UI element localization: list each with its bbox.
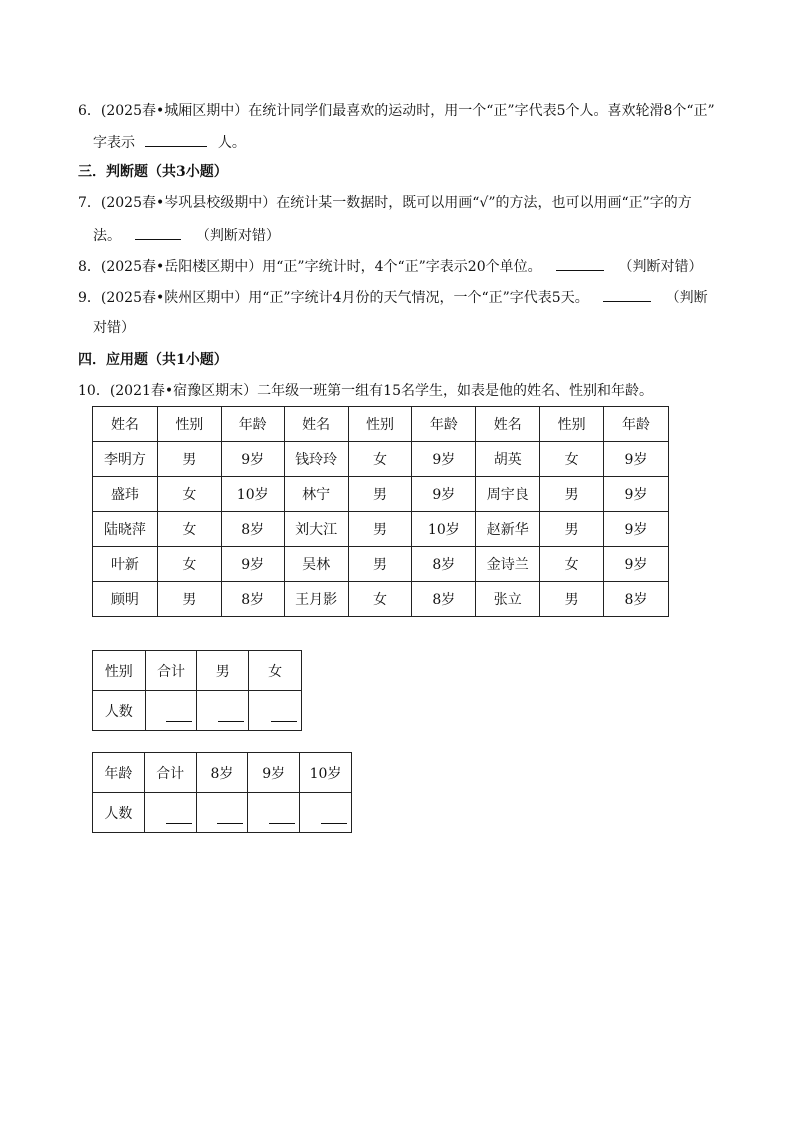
question-7-line-2 xyxy=(93,225,280,246)
table-row xyxy=(93,793,352,833)
section-4-heading: 四．应用题（共1小题） xyxy=(78,352,228,368)
student-table xyxy=(92,406,669,617)
answer-blank[interactable] xyxy=(135,225,181,240)
table-cell: 女 xyxy=(157,477,221,512)
answer-blank[interactable] xyxy=(603,287,651,302)
table-cell: 8岁 xyxy=(412,547,476,582)
row-label: 人数 xyxy=(93,793,145,833)
question-9-text-a: 9．(2025春•陕州区期中）用“正”字统计4月份的天气情况，一个“正”字代表5天。 xyxy=(78,290,589,306)
question-9-line-2: 对错） xyxy=(93,320,135,336)
answer-cell[interactable] xyxy=(300,793,352,833)
table-cell: 刘大江 xyxy=(284,512,348,547)
table-cell: 男 xyxy=(348,547,412,582)
table-cell: 8岁 xyxy=(604,582,669,617)
table-cell: 8岁 xyxy=(221,582,284,617)
table-row xyxy=(93,477,669,512)
table-cell: 9岁 xyxy=(412,477,476,512)
question-8-line xyxy=(78,256,703,277)
table-cell: 8岁 xyxy=(221,512,284,547)
question-8-text-a: 8．(2025春•岳阳楼区期中）用“正”字统计时，4个“正”字表示20个单位。 xyxy=(78,259,542,275)
table-row xyxy=(93,512,669,547)
header-cell: 性别 xyxy=(348,407,412,442)
answer-cell[interactable] xyxy=(145,691,197,731)
table-cell: 金诗兰 xyxy=(476,547,540,582)
answer-blank[interactable] xyxy=(166,811,192,824)
table-cell: 女 xyxy=(348,582,412,617)
question-7-text-a: 法。 xyxy=(93,228,121,244)
table-cell: 钱玲玲 xyxy=(284,442,348,477)
table-row xyxy=(93,691,302,731)
answer-blank[interactable] xyxy=(556,256,604,271)
table-cell: 男 xyxy=(348,477,412,512)
table-cell: 顾明 xyxy=(93,582,158,617)
question-8-text-b: （判断对错） xyxy=(618,259,703,275)
table-cell: 叶新 xyxy=(93,547,158,582)
header-cell: 年龄 xyxy=(221,407,284,442)
table-row xyxy=(93,547,669,582)
question-6-line-2 xyxy=(93,132,246,153)
table-row xyxy=(93,582,669,617)
table-cell: 吴林 xyxy=(284,547,348,582)
table-cell: 9岁 xyxy=(604,512,669,547)
table-cell: 10岁 xyxy=(412,512,476,547)
question-9-text-b: （判断 xyxy=(665,290,708,306)
answer-blank[interactable] xyxy=(166,709,192,722)
table-cell: 张立 xyxy=(476,582,540,617)
table-cell: 9岁 xyxy=(604,477,669,512)
table-header-row xyxy=(93,407,669,442)
answer-blank[interactable] xyxy=(217,811,243,824)
table-cell: 男 xyxy=(540,582,604,617)
table-cell: 10岁 xyxy=(221,477,284,512)
header-cell: 年龄 xyxy=(604,407,669,442)
header-cell: 性别 xyxy=(157,407,221,442)
header-cell: 男 xyxy=(197,651,249,691)
answer-blank[interactable] xyxy=(145,132,207,147)
table-cell: 女 xyxy=(157,512,221,547)
table-cell: 盛玮 xyxy=(93,477,158,512)
table-cell: 9岁 xyxy=(604,442,669,477)
header-cell: 姓名 xyxy=(284,407,348,442)
header-cell: 8岁 xyxy=(196,753,248,793)
table-cell: 周宇良 xyxy=(476,477,540,512)
answer-cell[interactable] xyxy=(196,793,248,833)
age-summary-table xyxy=(92,752,352,833)
header-cell: 年龄 xyxy=(93,753,145,793)
table-cell: 男 xyxy=(540,512,604,547)
table-cell: 男 xyxy=(540,477,604,512)
question-6-line-1: 6．(2025春•城厢区期中）在统计同学们最喜欢的运动时，用一个“正”字代表5个人。喜欢轮滑8个“正” xyxy=(78,103,715,119)
answer-blank[interactable] xyxy=(269,811,295,824)
question-7-text-b: （判断对错） xyxy=(195,228,280,244)
table-cell: 女 xyxy=(540,442,604,477)
header-cell: 姓名 xyxy=(476,407,540,442)
table-cell: 9岁 xyxy=(221,547,284,582)
header-cell: 合计 xyxy=(145,651,197,691)
table-cell: 9岁 xyxy=(604,547,669,582)
table-cell: 女 xyxy=(348,442,412,477)
table-cell: 李明方 xyxy=(93,442,158,477)
row-label: 人数 xyxy=(93,691,146,731)
answer-blank[interactable] xyxy=(271,709,297,722)
header-cell: 年龄 xyxy=(412,407,476,442)
question-10-text: 10．(2021春•宿豫区期末）二年级一班第一组有15名学生，如表是他的姓名、性别和年龄。 xyxy=(78,383,653,399)
table-cell: 林宁 xyxy=(284,477,348,512)
answer-cell[interactable] xyxy=(249,691,302,731)
section-3-heading: 三．判断题（共3小题） xyxy=(78,164,228,180)
table-cell: 女 xyxy=(157,547,221,582)
table-cell: 9岁 xyxy=(221,442,284,477)
table-cell: 赵新华 xyxy=(476,512,540,547)
answer-blank[interactable] xyxy=(321,811,347,824)
header-cell: 女 xyxy=(249,651,302,691)
answer-blank[interactable] xyxy=(218,709,244,722)
header-cell: 10岁 xyxy=(300,753,352,793)
table-cell: 王月影 xyxy=(284,582,348,617)
header-cell: 姓名 xyxy=(93,407,158,442)
table-header-row xyxy=(93,753,352,793)
table-cell: 男 xyxy=(157,442,221,477)
table-cell: 女 xyxy=(540,547,604,582)
header-cell: 9岁 xyxy=(248,753,300,793)
header-cell: 性别 xyxy=(93,651,146,691)
answer-cell[interactable] xyxy=(197,691,249,731)
table-cell: 8岁 xyxy=(412,582,476,617)
header-cell: 性别 xyxy=(540,407,604,442)
answer-cell[interactable] xyxy=(144,793,196,833)
table-cell: 胡英 xyxy=(476,442,540,477)
question-6-text-b: 人。 xyxy=(217,135,246,151)
question-9-line-1 xyxy=(78,287,708,308)
table-cell: 陆晓萍 xyxy=(93,512,158,547)
question-6-text-a: 字表示 xyxy=(93,135,135,151)
answer-cell[interactable] xyxy=(248,793,300,833)
table-cell: 男 xyxy=(348,512,412,547)
gender-summary-table xyxy=(92,650,302,731)
table-cell: 男 xyxy=(157,582,221,617)
question-7-line-1: 7．(2025春•岑巩县校级期中）在统计某一数据时，既可以用画“√”的方法，也可以用画“正”字的方 xyxy=(78,195,692,211)
table-cell: 9岁 xyxy=(412,442,476,477)
header-cell: 合计 xyxy=(144,753,196,793)
table-header-row xyxy=(93,651,302,691)
table-row xyxy=(93,442,669,477)
